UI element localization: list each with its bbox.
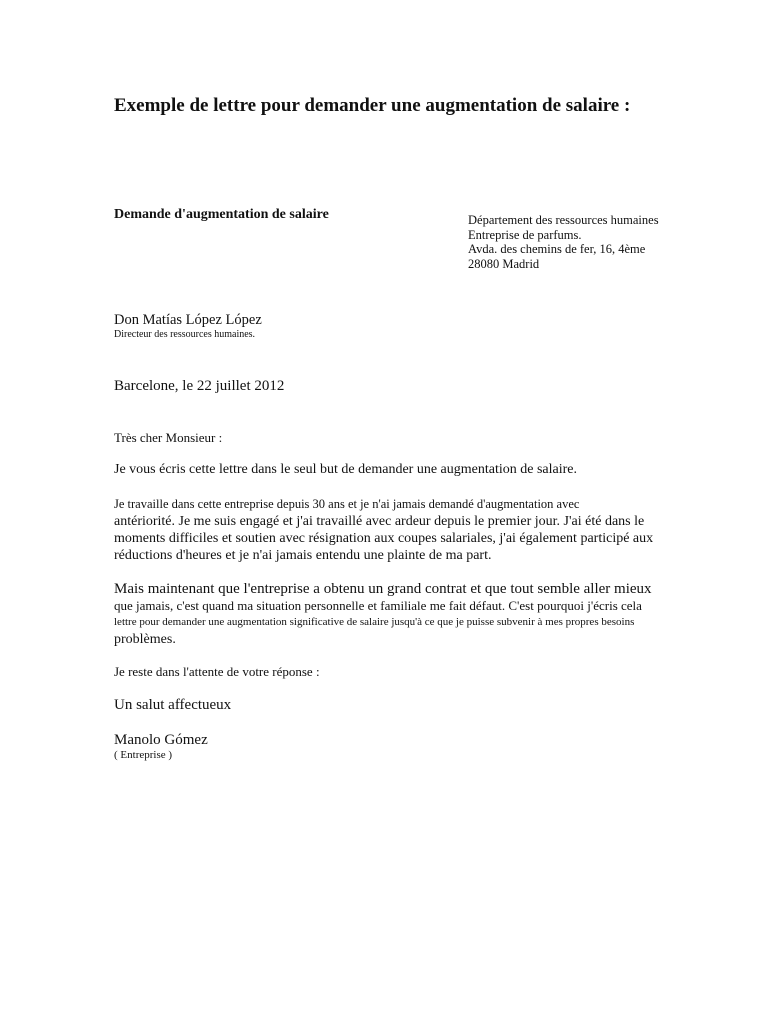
address-line: Entreprise de parfums. [468,227,582,242]
address-line: 28080 Madrid [468,256,540,271]
signature-role: ( Entreprise ) [114,749,173,761]
paragraph-line: Mais maintenant que l'entreprise a obtenu un grand contrat et que tout semble aller mieux [114,581,652,597]
document-title: Exemple de lettre pour demander une augmentation de salaire : [114,95,631,116]
paragraph-intro: Je vous écris cette lettre dans le seul but de demander une augmentation de salaire. [114,462,577,477]
paragraph-line: Je travaille dans cette entreprise depuis 30 ans et je n'ai jamais demandé d'augmentation avec [114,497,580,511]
waiting-line: Je reste dans l'attente de votre réponse : [114,664,320,679]
paragraph-line: que jamais, c'est quand ma situation personnelle et familiale me fait défaut. C'est pourquoi j'écris cela [114,598,642,613]
addressee-name: Don Matías López López [114,312,262,328]
closing-salutation: Un salut affectueux [114,697,232,713]
paragraph-line: réductions d'heures et je n'ai jamais entendu une plainte de ma part. [114,548,492,563]
address-line: Avda. des chemins de fer, 16, 4ème [468,242,646,256]
recipient-address [468,213,659,271]
addressee-title: Directeur des ressources humaines. [114,329,256,340]
letter-subject: Demande d'augmentation de salaire [114,207,329,222]
date-line: Barcelone, le 22 juillet 2012 [114,378,285,394]
paragraph-line: antériorité. Je me suis engagé et j'ai travaillé avec ardeur depuis le premier jour. J'ai été dans le [114,514,645,529]
paragraph-line: lettre pour demander une augmentation significative de salaire jusqu'à ce que je puisse subvenir à mes propres besoins [114,616,635,628]
paragraph-line: moments difficiles et soutien avec résignation aux coupes salariales, j'ai également participé aux [114,531,654,546]
paragraph-request [114,580,674,649]
paragraph-history [114,496,674,564]
signature-name: Manolo Gómez [114,732,208,748]
address-line: Département des ressources humaines [468,213,659,227]
paragraph-line: problèmes. [114,632,176,647]
greeting: Très cher Monsieur : [114,430,223,445]
